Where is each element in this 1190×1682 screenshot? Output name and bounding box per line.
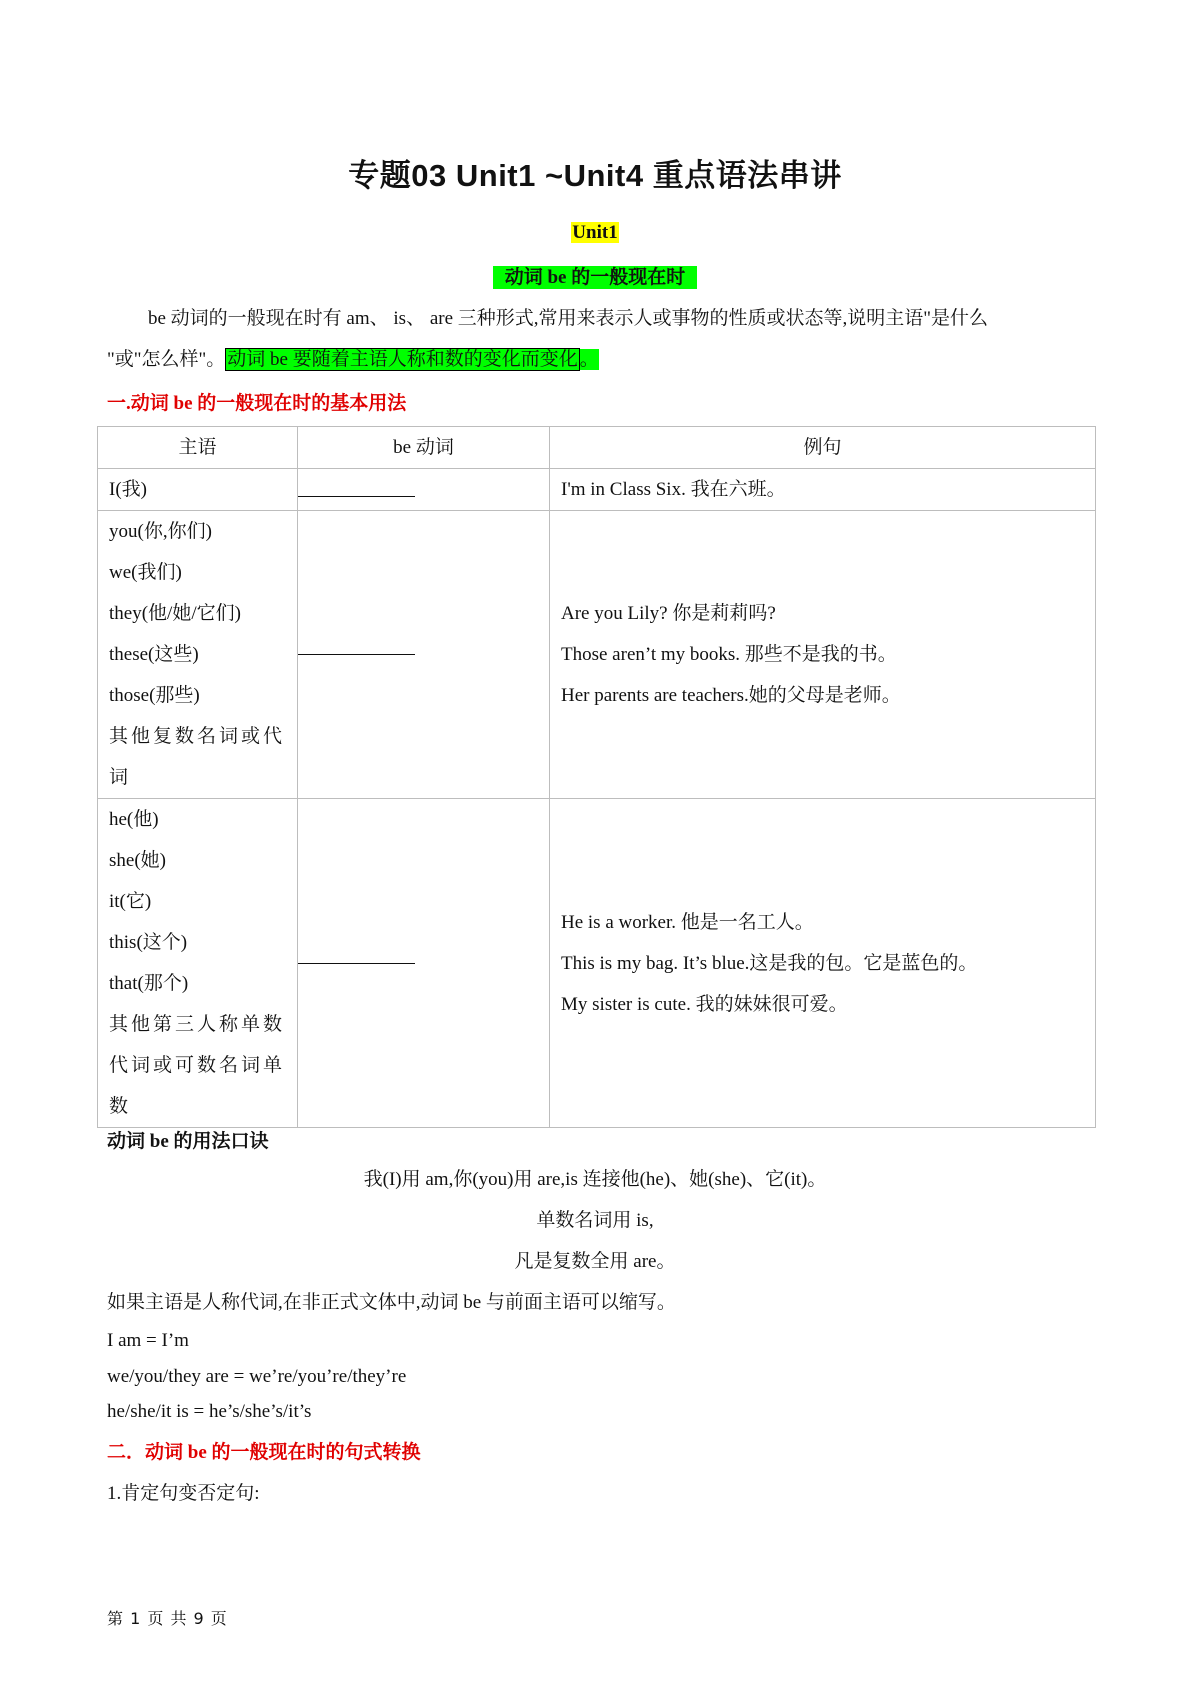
example-sentence: I'm in Class Six. 我在六班。 <box>561 479 786 500</box>
heading-basic-usage: 一.动词 be 的一般现在时的基本用法 <box>107 393 407 414</box>
subject-item: they(他/她/它们) <box>109 603 241 624</box>
table-row <box>98 799 1096 1128</box>
unit-label <box>0 222 1190 244</box>
be-verb-blank-cell <box>298 511 550 799</box>
intro-line-1: be 动词的一般现在时有 am、 is、 are 三种形式,常用来表示人或事物的性质或状态等,说明主语"是什么 <box>148 308 989 329</box>
fill-in-blank[interactable] <box>298 654 415 655</box>
table-row <box>98 511 1096 799</box>
example-cell <box>550 469 1096 511</box>
example-cell <box>550 511 1096 799</box>
contraction-item: he/she/it is = he’s/she’s/it’s <box>107 1401 312 1422</box>
table-row <box>98 469 1096 511</box>
contraction-item: I am = I’m <box>107 1330 189 1351</box>
contraction-item: we/you/they are = we’re/you’re/they’re <box>107 1366 407 1387</box>
rhyme-title: 动词 be 的用法口诀 <box>107 1131 269 1152</box>
table-header-row <box>98 427 1096 469</box>
section-label <box>0 262 1190 289</box>
subject-cell <box>98 799 298 1128</box>
section-label-text: 动词 be 的一般现在时 <box>493 266 698 289</box>
page-footer: 第 1 页 共 9 页 <box>107 1609 228 1628</box>
unit-label-text: Unit1 <box>572 222 618 243</box>
rhyme-line: 凡是复数全用 are。 <box>514 1251 676 1272</box>
subject-item: he(他) <box>109 809 159 830</box>
intro-highlight: 动词 be 要随着主语人称和数的变化而变化 <box>227 349 578 370</box>
subject-item: that(那个) <box>109 973 189 994</box>
subject-cell <box>98 469 298 511</box>
intro-line-2 <box>107 344 599 371</box>
subject-item: 词 <box>109 767 129 788</box>
subject-item: 代词或可数名词单 <box>109 1055 286 1076</box>
example-sentence: Are you Lily? 你是莉莉吗? <box>561 603 776 624</box>
be-verb-blank-cell <box>298 469 550 511</box>
fill-in-blank[interactable] <box>298 496 415 497</box>
fill-in-blank[interactable] <box>298 963 415 964</box>
subject-item: 数 <box>109 1096 129 1117</box>
example-sentence: Those aren’t my books. 那些不是我的书。 <box>561 644 897 665</box>
example-sentence: My sister is cute. 我的妹妹很可爱。 <box>561 994 848 1015</box>
list-item: 1.肯定句变否定句: <box>107 1483 260 1504</box>
example-sentence: Her parents are teachers.她的父母是老师。 <box>561 685 901 706</box>
page-title: 专题03 Unit1 ~Unit4 重点语法串讲 <box>348 158 842 193</box>
subject-item: we(我们) <box>109 562 182 583</box>
heading-sentence-conversion: 二．动词 be 的一般现在时的句式转换 <box>107 1442 421 1463</box>
subject-item: it(它) <box>109 891 152 912</box>
subject-item: 其他第三人称单数 <box>109 1014 286 1035</box>
subject-cell <box>98 511 298 799</box>
example-cell <box>550 799 1096 1128</box>
intro-line-2-suffix: 。 <box>579 349 599 370</box>
table-header-example: 例句 <box>550 427 1096 469</box>
be-verb-blank-cell <box>298 799 550 1128</box>
subject-item: she(她) <box>109 850 166 871</box>
subject-item: these(这些) <box>109 644 199 665</box>
example-sentence: This is my bag. It’s blue.这是我的包。它是蓝色的。 <box>561 953 978 974</box>
example-sentence: He is a worker. 他是一名工人。 <box>561 912 814 933</box>
example-group <box>561 799 1095 1025</box>
intro-line-2-prefix: "或"怎么样"。 <box>107 349 226 370</box>
table-header-be-verb: be 动词 <box>298 427 550 469</box>
subject-item: those(那些) <box>109 685 200 706</box>
subject-item: you(你,你们) <box>109 521 212 542</box>
table-header-subject: 主语 <box>98 427 298 469</box>
subject-item: I(我) <box>109 479 147 500</box>
example-group <box>561 511 1095 716</box>
subject-item: 其他复数名词或代 <box>109 726 286 747</box>
subject-item: this(这个) <box>109 932 188 953</box>
rhyme-line: 我(I)用 am,你(you)用 are,is 连接他(he)、她(she)、它(it)。 <box>363 1169 827 1190</box>
rhyme-line: 单数名词用 is, <box>536 1210 654 1231</box>
contraction-intro: 如果主语是人称代词,在非正式文体中,动词 be 与前面主语可以缩写。 <box>107 1292 676 1313</box>
grammar-table <box>97 426 1096 1128</box>
